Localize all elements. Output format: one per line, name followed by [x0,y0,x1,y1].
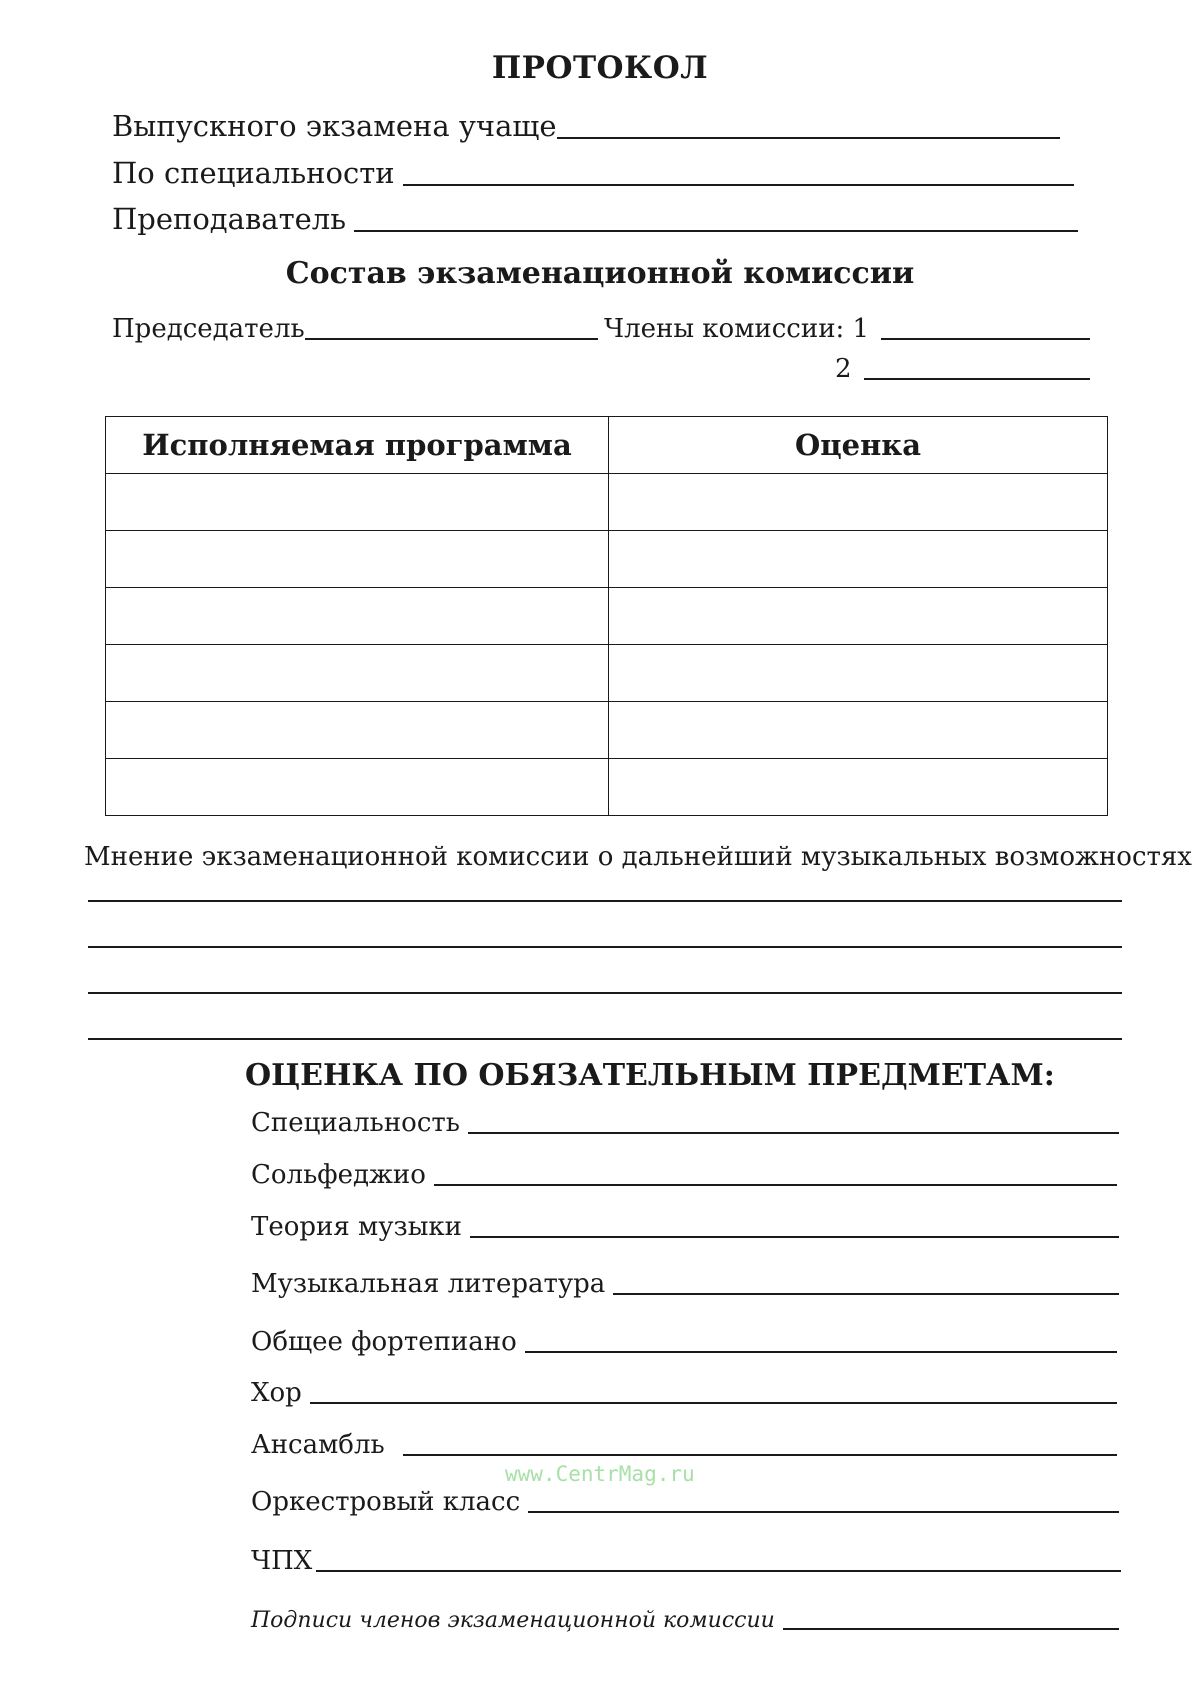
opinion-line[interactable] [88,992,1122,994]
signature-line[interactable] [783,1628,1119,1630]
subject-label: Ансамбль [251,1430,385,1460]
subject-field [251,1329,1117,1355]
opinion-line[interactable] [88,900,1122,902]
member2-field [835,356,1090,382]
exam-field-label: Выпускного экзамена учаще [112,109,557,143]
grade-cell[interactable] [609,645,1108,702]
teacher-field-line[interactable] [354,230,1078,232]
exam-field-line[interactable] [557,137,1061,139]
subject-line[interactable] [310,1402,1117,1404]
subject-field [251,1432,1117,1458]
commission-heading: Состав экзаменационной комиссии [285,256,915,291]
program-cell[interactable] [106,702,609,759]
subject-label: Оркестровый класс [251,1487,521,1517]
specialty-field [112,156,1074,190]
grade-cell[interactable] [609,759,1108,816]
mandatory-heading: ОЦЕНКА ПО ОБЯЗАТЕЛЬНЫМ ПРЕДМЕТАМ: [245,1058,1055,1093]
program-column-header: Исполняемая программа [106,417,609,474]
grade-column-header: Оценка [609,417,1108,474]
table-row [106,531,1108,588]
subject-label: ЧПХ [251,1546,313,1576]
program-cell[interactable] [106,645,609,702]
table-row [106,645,1108,702]
table-row [106,759,1108,816]
table-row [106,588,1108,645]
program-cell[interactable] [106,588,609,645]
teacher-field [112,202,1078,236]
opinion-label: Мнение экзаменационной комиссии о дальнейший музыкальных возможностях [84,842,1192,872]
subject-line[interactable] [316,1570,1121,1572]
subject-label: Специальность [251,1108,460,1138]
watermark: www.CentrMag.ru [505,1462,695,1486]
subject-field [251,1380,1117,1406]
member1-line[interactable] [881,338,1090,340]
member1-field [604,316,1090,342]
subject-line[interactable] [434,1184,1117,1186]
subject-label: Сольфеджио [251,1160,426,1190]
subject-line[interactable] [525,1351,1117,1353]
grade-cell[interactable] [609,531,1108,588]
subject-line[interactable] [470,1236,1119,1238]
chairman-line[interactable] [305,338,598,340]
program-table [105,416,1108,816]
signature-label: Подписи членов экзаменационной комиссии [251,1608,775,1633]
table-row [106,474,1108,531]
chairman-field [112,316,598,342]
member2-line[interactable] [864,378,1090,380]
opinion-line[interactable] [88,1038,1122,1040]
subject-label: Теория музыки [251,1212,462,1242]
program-cell[interactable] [106,531,609,588]
subject-line[interactable] [613,1293,1119,1295]
subject-field [251,1489,1119,1515]
program-cell[interactable] [106,759,609,816]
subject-field [251,1271,1119,1297]
subject-label: Музыкальная литература [251,1269,606,1299]
members-label: Члены комиссии: 1 [604,314,870,344]
exam-field [112,109,1060,143]
teacher-field-label: Преподаватель [112,202,346,236]
program-table-header [106,417,1108,474]
subject-field [251,1214,1119,1240]
subject-field [251,1548,1121,1574]
subject-field [251,1162,1117,1188]
specialty-field-line[interactable] [403,184,1074,186]
subject-line[interactable] [403,1454,1117,1456]
program-cell[interactable] [106,474,609,531]
grade-cell[interactable] [609,702,1108,759]
subject-label: Общее фортепиано [251,1327,517,1357]
grade-cell[interactable] [609,588,1108,645]
member2-label: 2 [835,354,852,384]
subject-line[interactable] [528,1511,1119,1513]
subject-label: Хор [251,1378,302,1408]
document-title: ПРОТОКОЛ [491,50,709,86]
signature-field [251,1610,1119,1632]
grade-cell[interactable] [609,474,1108,531]
chairman-label: Председатель [112,314,305,344]
table-row [106,702,1108,759]
opinion-line[interactable] [88,946,1122,948]
subject-line[interactable] [468,1132,1119,1134]
specialty-field-label: По специальности [112,156,395,190]
subject-field [251,1110,1119,1136]
